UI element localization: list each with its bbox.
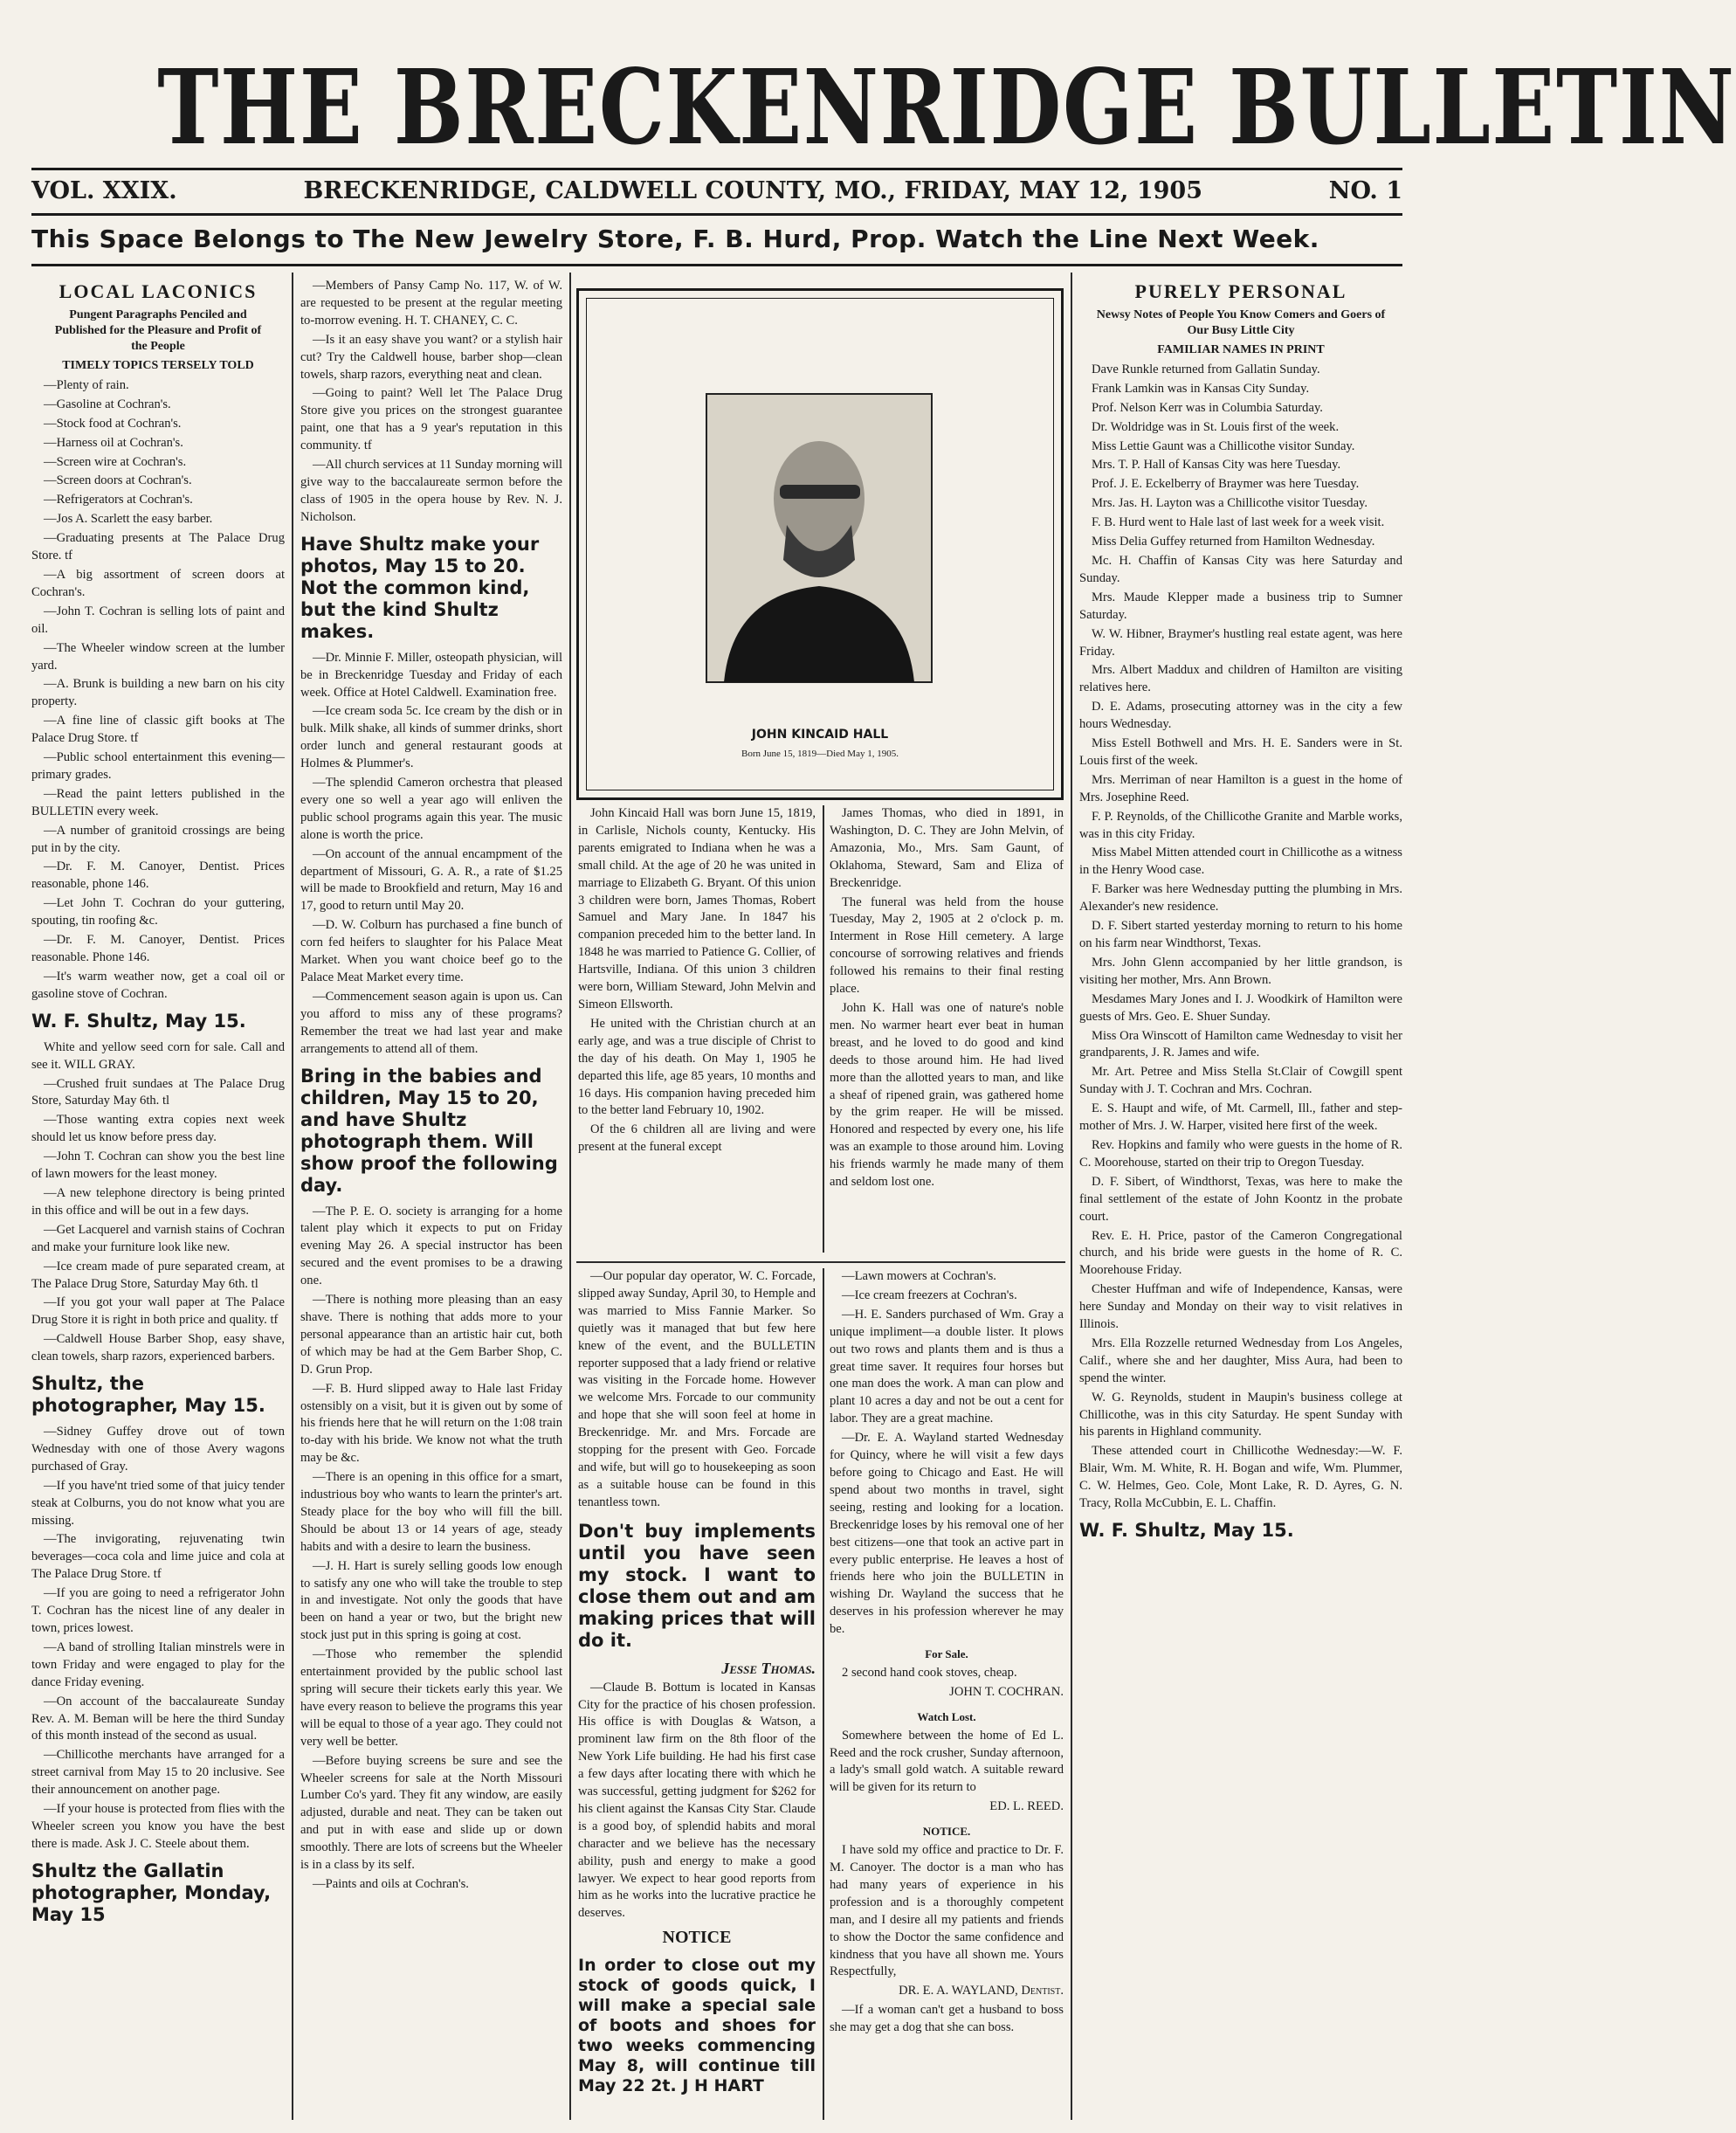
news-item: —Jos A. Scarlett the easy barber. <box>44 512 213 527</box>
news-item: Mrs. Maude Klepper made a business trip to Sumner Saturday. <box>1079 590 1402 622</box>
news-item: F. P. Reynolds, of the Chillicothe Granite and Marble works, was in this city Friday. <box>1079 809 1402 841</box>
watch-lost-signature: ED. L. REED. <box>989 1799 1064 1814</box>
item-list <box>1079 362 1402 1513</box>
news-item: —There is an opening in this office for a smart, industrious boy who wants to learn the printer's art. Steady place for the boy who will fill the bill. Should be about 13 or 14 years of age, steady habits and with a desire to learn the business. <box>300 1470 562 1554</box>
news-item: —F. B. Hurd slipped away to Hale last Friday ostensibly on a visit, but it is given out by some of his friends here that he will return on the 1:08 train to-day with his bride. We know not what the truth may be &c. <box>300 1381 562 1466</box>
news-item: —The Wheeler window screen at the lumber yard. <box>31 640 285 673</box>
news-item: Miss Estell Bothwell and Mrs. H. E. Sanders were in St. Louis first of the week. <box>1079 736 1402 768</box>
column-two <box>300 278 562 2121</box>
section-subhead: Newsy Notes of People You Know Comers and Goers of Our Busy Little City <box>1096 307 1386 337</box>
news-item: White and yellow seed corn for sale. Call and see it. WILL GRAY. <box>31 1039 285 1072</box>
display-ad: W. F. Shultz, May 15. <box>1079 1520 1294 1541</box>
dateline-rule <box>31 213 1402 216</box>
display-ad: Have Shultz make your photos, May 15 to 20. Not the common kind, but the kind Shultz makes. <box>300 533 540 642</box>
news-item: James Thomas, who died in 1891, in Washington, D. C. They are John Melvin, of Amazonia, Mo., Mrs. Sam Gaunt, of Oklahoma, Steward, Sam and Eliza of Breckenridge. <box>830 806 1064 890</box>
news-item: —The P. E. O. society is arranging for a home talent play which it expects to put on Friday evening May 26. A special instructor has been secured and the event promises to be a drawing one. <box>300 1204 562 1288</box>
news-item: —Stock food at Cochran's. <box>44 416 182 431</box>
watch-lost-heading: Watch Lost. <box>917 1709 976 1723</box>
item-list <box>300 278 562 527</box>
news-item: —If your house is protected from flies with the Wheeler screen you know you have the best there is made. Ask J. C. Steele about them. <box>31 1802 285 1851</box>
column-divider <box>823 805 824 1253</box>
news-item: —Read the paint letters published in the BULLETIN every week. <box>31 786 285 818</box>
display-ad: Shultz, the photographer, May 15. <box>31 1373 265 1417</box>
news-item: Mesdames Mary Jones and I. J. Woodkirk of Hamilton were guests of Mrs. Geo. E. Shuer Sunday. <box>1079 991 1402 1024</box>
news-item: —Dr. Minnie F. Miller, osteopath physician, will be in Breckenridge Tuesday and Friday of each week. Office at Hotel Caldwell. Examination free. <box>300 650 562 700</box>
section-subhead: TIMELY TOPICS TERSELY TOLD <box>62 358 254 372</box>
news-item: —Our popular day operator, W. C. Forcade, slipped away Sunday, April 30, to Hemple and was married to Miss Fannie Marker. So quietly was it managed that but few here knew of the event, and the BULLETIN reporter supposed that a lady friend or relative was visiting in the Forcade home. However we welcome Mrs. Forcade to our community and hope that she will soon feel at home in Breckenridge. Mr. and Mrs. Forcade are stopping for the present with Geo. Forcade and wife, but will go to housekeeping as soon as a suitable house can be found in this tenantless town. <box>578 1269 816 1509</box>
ad-signature: Jesse Thomas. <box>721 1659 816 1677</box>
news-item: —A fine line of classic gift books at The Palace Drug Store. tf <box>31 714 285 746</box>
display-ad: Don't buy implements until you have seen my stock. I want to close them out and am making prices that will do it. <box>578 1520 816 1651</box>
news-item: —Dr. E. A. Wayland started Wednesday for Quincy, where he will visit a few days before going to Chicago and East. He will spend about two months in travel, sight seeing, resting and looking for a location. Breckenridge loses by his removal one of her best citizens—one that took an active part in every public enterprise. He leaves a host of friends here who join the BULLETIN in wishing Dr. Wayland the success that he deserves in his profession wherever he may be. <box>830 1431 1064 1637</box>
news-item: Frank Lamkin was in Kansas City Sunday. <box>1092 381 1310 396</box>
news-item: Mrs. Merriman of near Hamilton is a guest in the home of Mrs. Josephine Reed. <box>1079 772 1402 804</box>
news-item: —On account of the annual encampment of the department of Missouri, G. A. R., a rate of $1.25 will be made to Brookfield and return, May 16 and 17, good to return until May 20. <box>300 846 562 914</box>
news-item: —If you have'nt tried some of that juicy tender steak at Colburns, you do not know what you are missing. <box>31 1478 285 1528</box>
news-item: D. F. Sibert, of Windthorst, Texas, was here to make the final settlement of the estate of John Koontz in the probate court. <box>1079 1174 1402 1224</box>
place-date: BRECKENRIDGE, CALDWELL COUNTY, MO., FRIDAY, MAY 12, 1905 <box>303 176 1202 204</box>
column-divider <box>1071 273 1072 2120</box>
news-item: Rev. Hopkins and family who were guests in the home of R. C. Moorehouse, started on their trip to Oregon Tuesday. <box>1079 1137 1402 1170</box>
display-ad: Shultz the Gallatin photographer, Monday, May 15 <box>31 1860 272 1925</box>
news-item: —Ice cream soda 5c. Ice cream by the dish or in bulk. Milk shake, all kinds of summer drinks, short order lunch and general restaurant goods at Holmes & Plummer's. <box>300 704 562 771</box>
news-item: —Members of Pansy Camp No. 117, W. of W. are requested to be present at the regular meeting to-morrow evening. H. T. CHANEY, C. C. <box>300 279 562 328</box>
column-divider <box>569 273 571 2120</box>
news-item: Mrs. T. P. Hall of Kansas City was here Tuesday. <box>1092 458 1341 473</box>
news-item: —Chillicothe merchants have arranged for a street carnival from May 15 to 20 inclusive. See their announcement on another page. <box>31 1748 285 1798</box>
news-item: W. W. Hibner, Braymer's hustling real estate agent, was here Friday. <box>1079 626 1402 659</box>
dateline <box>31 173 1402 208</box>
news-item: —Dr. F. M. Canoyer, Dentist. Prices reasonable. Phone 146. <box>31 933 285 964</box>
news-item: —A. Brunk is building a new barn on his city property. <box>31 677 285 709</box>
news-item: Miss Ora Winscott of Hamilton came Wednesday to visit her grandparents, J. R. James and wife. <box>1079 1028 1402 1060</box>
news-item: Mc. H. Chaffin of Kansas City was here Saturday and Sunday. <box>1079 553 1402 585</box>
for-sale-signature: JOHN T. COCHRAN. <box>949 1684 1064 1699</box>
news-item: John Kincaid Hall was born June 15, 1819, in Carlisle, Nichols county, Kentucky. His parents emigrated to Indiana when he was a small child. At the age of 20 he was united in marriage to Elizabeth G. Bryant. Of this union 3 children were born, James Thomas, Robert Samuel and Mary Jane. In 1847 his companion preceded him to the better land. In 1848 he was married to Patience G. Collier, of Hartsville, Indiana. Of this union 3 children were born, William Steward, John Melvin and Simeon Ellsworth. <box>578 806 816 1011</box>
news-item: Miss Lettie Gaunt was a Chillicothe visitor Sunday. <box>1092 438 1355 453</box>
news-item: —If you are going to need a refrigerator John T. Cochran has the nicest line of any dealer in town, prices lowest. <box>31 1586 285 1635</box>
news-item: Prof. Nelson Kerr was in Columbia Saturday. <box>1092 400 1323 415</box>
news-item: —Before buying screens be sure and see the Wheeler screens for sale at the North Missouri Lumber Co's yard. They fit any window, are easily adjusted, durable and neat. They can be taken out and put in with ease and slide up or down smoothly. There are lots of screens but the Wheeler is in a class by its self. <box>300 1753 562 1873</box>
news-item: —J. H. Hart is surely selling goods low enough to satisfy any one who will take the trouble to step in and investigate. Not only the goods that have been on hand a year or two, but the bright new stock just put in this spring is going at cost. <box>300 1558 562 1643</box>
news-item: —A band of strolling Italian minstrels were in town Friday and were engaged to play for the dance Friday evening. <box>31 1639 285 1689</box>
news-item: —Crushed fruit sundaes at The Palace Drug Store, Saturday May 6th. tl <box>31 1076 285 1108</box>
masthead-rule <box>31 168 1402 170</box>
news-item: D. F. Sibert started yesterday morning to return to his home on his farm near Windthorst, Texas. <box>1079 919 1402 950</box>
column-three-lower <box>578 1268 816 2120</box>
watch-lost-text: Somewhere between the home of Ed L. Reed and the rock crusher, Sunday afternoon, a lady's small gold watch. A suitable reward will be given for its return to <box>830 1728 1064 1795</box>
section-subhead: Pungent Paragraphs Penciled and Published for the Pleasure and Profit of the People <box>54 307 262 353</box>
news-item: —On account of the baccalaureate Sunday Rev. A. M. Beman will be here the third Sunday of this month instead of the second as usual. <box>31 1694 285 1743</box>
news-item: F. Barker was here Wednesday putting the plumbing in Mrs. Alexander's new residence. <box>1079 882 1402 915</box>
news-item: —It's warm weather now, get a coal oil or gasoline stove of Cochran. <box>31 969 285 1001</box>
news-item: —A number of granitoid crossings are being put in by the city. <box>31 823 285 855</box>
news-item: These attended court in Chillicothe Wednesday:—W. F. Blair, Wm. M. White, R. H. Bogan and wife, Wm. Plummer, C. W. Helmes, Geo. Cole, Mont Lake, R. D. Ayres, G. N. Tracy, Rolla McCubbin, E. L. Chaffin. <box>1079 1444 1402 1511</box>
obituary-right <box>830 805 1064 1253</box>
news-item: Dave Runkle returned from Gallatin Sunday. <box>1092 362 1320 376</box>
news-item: W. G. Reynolds, student in Maupin's business college at Chillicothe, was in this city Saturday. He spent Sunday with his parents in Highland community. <box>1079 1390 1402 1439</box>
news-item: Dr. Woldridge was in St. Louis first of the week. <box>1092 419 1340 434</box>
news-item: —Screen wire at Cochran's. <box>44 454 187 469</box>
news-item: Mrs. John Glenn accompanied by her little grandson, is visiting her mother, Mrs. Ann Brown. <box>1079 955 1402 987</box>
notice-ad: In order to close out my stock of goods quick, I will make a special sale of boots and shoes for two weeks commencing May 8, will continue till May 22 2t. J H HART <box>578 1956 816 2096</box>
news-item: The funeral was held from the house Tuesday, May 2, 1905 at 2 o'clock p. m. Interment in Rose Hill cemetery. A large concourse of sorrowing relatives and friends followed his remains to their final resting place. <box>830 894 1064 997</box>
column-divider <box>292 273 293 2120</box>
portrait-dates: Born June 15, 1819—Died May 1, 1905. <box>741 749 899 759</box>
item-list <box>31 377 285 1004</box>
news-item: Mrs. Jas. H. Layton was a Chillicothe visitor Tuesday. <box>1092 496 1368 511</box>
news-item: —D. W. Colburn has purchased a fine bunch of corn fed heifers to slaughter for his Palace Meat Market. When you want choice beef go to the Palace Meat Market every time. <box>300 918 562 984</box>
news-item: Miss Mabel Mitten attended court in Chillicothe as a witness in the Henry Wood case. <box>1079 846 1402 878</box>
section-heading: PURELY PERSONAL <box>1134 280 1347 302</box>
news-item: Of the 6 children all are living and were present at the funeral except <box>578 1122 816 1155</box>
news-item: —Lawn mowers at Cochran's. <box>842 1269 996 1283</box>
notice-text: I have sold my office and practice to Dr. F. M. Canoyer. The doctor is a man who has had many years of experience in his profession and is a thoroughly competent man, and I desire all my patients and friends to show the Doctor the same confidence and kindness that you have all shown me. Yours Respectfully, <box>830 1843 1064 1979</box>
news-item: E. S. Haupt and wife, of Mt. Carmell, Ill., father and step-mother of Mrs. J. W. Harper, visited here first of the week. <box>1079 1101 1402 1134</box>
news-item: —Refrigerators at Cochran's. <box>44 493 193 507</box>
news-item: —Graduating presents at The Palace Drug Store. tf <box>31 531 285 563</box>
column-local-laconics <box>31 278 285 2121</box>
news-item: Chester Huffman and wife of Independence, Kansas, were here Sunday and Monday on their way to visit relatives in Illinois. <box>1079 1282 1402 1332</box>
news-item: Mrs. Albert Maddux and children of Hamilton are visiting relatives here. <box>1079 663 1402 695</box>
banner-rule <box>31 264 1402 266</box>
news-item: —John T. Cochran is selling lots of paint and oil. <box>31 604 285 636</box>
display-ad: Bring in the babies and children, May 15 to 20, and have Shultz photograph them. Will show proof the following day. <box>300 1065 558 1196</box>
item-list <box>31 1424 285 1853</box>
news-item: —John T. Cochran can show you the best line of lawn mowers for the least money. <box>31 1149 285 1182</box>
news-item: He united with the Christian church at an early age, and was a true disciple of Christ to the day of his death. On May 1, 1905 he departed this life, age 85 years, 10 months and 16 days. His companion having preceded him to the better land February 10, 1902. <box>578 1016 816 1118</box>
news-item: Miss Delia Guffey returned from Hamilton Wednesday. <box>1092 535 1375 549</box>
news-item: D. E. Adams, prosecuting attorney was in the city a few hours Wednesday. <box>1079 700 1402 732</box>
news-item: F. B. Hurd went to Hale last of last week for a week visit. <box>1092 515 1385 530</box>
portrait-photo <box>706 394 932 682</box>
news-item: John K. Hall was one of nature's noble men. No warmer heart ever beat in human breast, and he loved to do good and kind deeds to those around him. He had lived more than the allotted years to man, and like a sheaf of ripened grain, was gathered home by the grim reaper. He will be missed. Honored and respected by every one, his life was an example to those around him. Loving his friends warmly he made many of them and seldom lost one. <box>830 1000 1064 1190</box>
news-item: —Ice cream freezers at Cochran's. <box>842 1287 1017 1302</box>
for-sale-text: 2 second hand cook stoves, cheap. <box>842 1665 1017 1680</box>
issue-number: NO. 1 <box>1328 176 1402 204</box>
news-item: —Gasoline at Cochran's. <box>44 397 171 411</box>
news-item: —Plenty of rain. <box>44 377 129 392</box>
notice-heading: NOTICE. <box>922 1825 971 1839</box>
news-item: —Is it an easy shave you want? or a stylish hair cut? Try the Caldwell house, barber shop—clean towels, sharp razors, everything neat and clean. <box>300 332 562 382</box>
column-purely-personal <box>1079 278 1402 2121</box>
news-item: —A new telephone directory is being printed in this office and will be out in a few days. <box>31 1185 285 1218</box>
news-item: —Claude B. Bottum is located in Kansas City for the practice of his chosen profession. His office is with Douglas & Watson, a prominent law firm on the 8th floor of the New York Life building. He had his first case a few days after locating there with which he was successful, getting judgment for $262 for his client against the Kansas City Star. Claude is a good boy, of splendid habits and moral character and we believe has the necessary ability, push and energy to make a good lawyer. We expect to hear good reports from him as he works into the lucrative practice he deserves. <box>578 1680 816 1921</box>
item-list <box>300 1204 562 1894</box>
news-item: —H. E. Sanders purchased of Wm. Gray a unique impliment—a double lister. It plows out two rows and plants them and is thus a great time saver. It requires four horses but one man does the work. A man can plow and plant 10 acres a day and not be out a cent for labor. They are a great machine. <box>830 1307 1064 1426</box>
news-item: —Ice cream made of pure separated cream, at The Palace Drug Store, Saturday May 6th. tl <box>31 1259 285 1291</box>
news-item: —The invigorating, rejuvenating twin beverages—coca cola and lime juice and cola at The Palace Drug Store. tf <box>31 1532 285 1582</box>
display-ad: W. F. Shultz, May 15. <box>31 1010 246 1032</box>
notice-signature: DR. E. A. WAYLAND, Dentist. <box>899 1984 1064 1998</box>
news-item: Mr. Art. Petree and Miss Stella St.Clair of Cowgill spent Sunday with J. T. Cochran and Mrs. Cochran. <box>1079 1065 1402 1097</box>
news-item: Mrs. Ella Rozzelle returned Wednesday from Los Angeles, Calif., where she and her daughter, Miss Aura, had been to spend the winter. <box>1079 1336 1402 1385</box>
portrait-frame <box>576 288 1064 800</box>
portrait-caption: JOHN KINCAID HALL <box>751 728 889 742</box>
news-item: —Public school entertainment this evening—primary grades. <box>31 750 285 782</box>
news-item: —The splendid Cameron orchestra that pleased every one so well a year ago will enliven the public school programs again this year. The music alone is worth the price. <box>300 776 562 842</box>
news-item: —A big assortment of screen doors at Cochran's. <box>31 567 285 599</box>
news-item: —Those who remember the splendid entertainment provided by the public school last spring will secure their tickets early this year. We have every reason to believe the programs this year will be equal to those of a year ago. They could not very well be better. <box>300 1647 562 1749</box>
section-rule <box>576 1261 1065 1263</box>
column-divider <box>823 1268 824 2120</box>
news-item: Prof. J. E. Eckelberry of Braymer was here Tuesday. <box>1092 477 1360 492</box>
section-subhead: FAMILIAR NAMES IN PRINT <box>1157 342 1325 356</box>
news-item: —Paints and oils at Cochran's. <box>313 1876 469 1891</box>
news-item: —All church services at 11 Sunday morning will give way to the baccalaureate sermon before the class of 1905 in the opera house by Rev. N. J. Nicholson. <box>300 458 563 524</box>
masthead-title: THE BRECKENRIDGE BULLETIN <box>157 46 1736 168</box>
news-item: —There is nothing more pleasing than an easy shave. There is nothing that adds more to your personal appearance than an artistic hair cut, both of which may be had at the Gem Barber Shop, C. D. Grun Prop. <box>300 1293 562 1377</box>
news-item: —Sidney Guffey drove out of town Wednesday with one of those Avery wagons purchased of Gray. <box>31 1425 285 1474</box>
for-sale-heading: For Sale. <box>925 1647 968 1661</box>
section-heading: LOCAL LACONICS <box>59 280 258 302</box>
item-list <box>31 1039 285 1366</box>
banner-ad: This Space Belongs to The New Jewelry Store, F. B. Hurd, Prop. Watch the Line Next Week. <box>31 224 1319 253</box>
closing-item: —If a woman can't get a husband to boss she may get a dog that she can boss. <box>830 2003 1064 2035</box>
news-item: —Screen doors at Cochran's. <box>44 473 192 488</box>
column-four-lower <box>830 1268 1064 2120</box>
news-item: —Caldwell House Barber Shop, easy shave, clean towels, sharp razors, experienced barbers. <box>31 1332 285 1364</box>
news-item: —Those wanting extra copies next week should let us know before press day. <box>31 1113 285 1145</box>
news-item: —Harness oil at Cochran's. <box>44 435 183 450</box>
news-item: —If you got your wall paper at The Palace Drug Store it is right in both price and quality. tf <box>31 1295 285 1328</box>
news-item: —Going to paint? Well let The Palace Drug Store give you prices on the strongest guarantee paint, one that has a 9 year's reputation in this community. tf <box>300 386 562 453</box>
notice-heading: NOTICE <box>662 1928 732 1948</box>
volume-label: VOL. XXIX. <box>31 176 177 204</box>
news-item: —Let John T. Cochran do your guttering, spouting, tin roofing &c. <box>31 896 285 928</box>
news-item: —Dr. F. M. Canoyer, Dentist. Prices reasonable, phone 146. <box>31 859 285 892</box>
obituary-left <box>578 805 816 1253</box>
news-item: —Commencement season again is upon us. Can you afford to miss any of these programs? Remember the treat we had last year and make arrangements to attend all of them. <box>300 989 562 1056</box>
news-item: —Get Lacquerel and varnish stains of Cochran and make your furniture look like new. <box>31 1222 285 1254</box>
item-list <box>300 650 562 1059</box>
news-item: Rev. E. H. Price, pastor of the Cameron Congregational church, and his bride were guests in the home of R. C. Moorehouse Friday. <box>1079 1228 1402 1278</box>
